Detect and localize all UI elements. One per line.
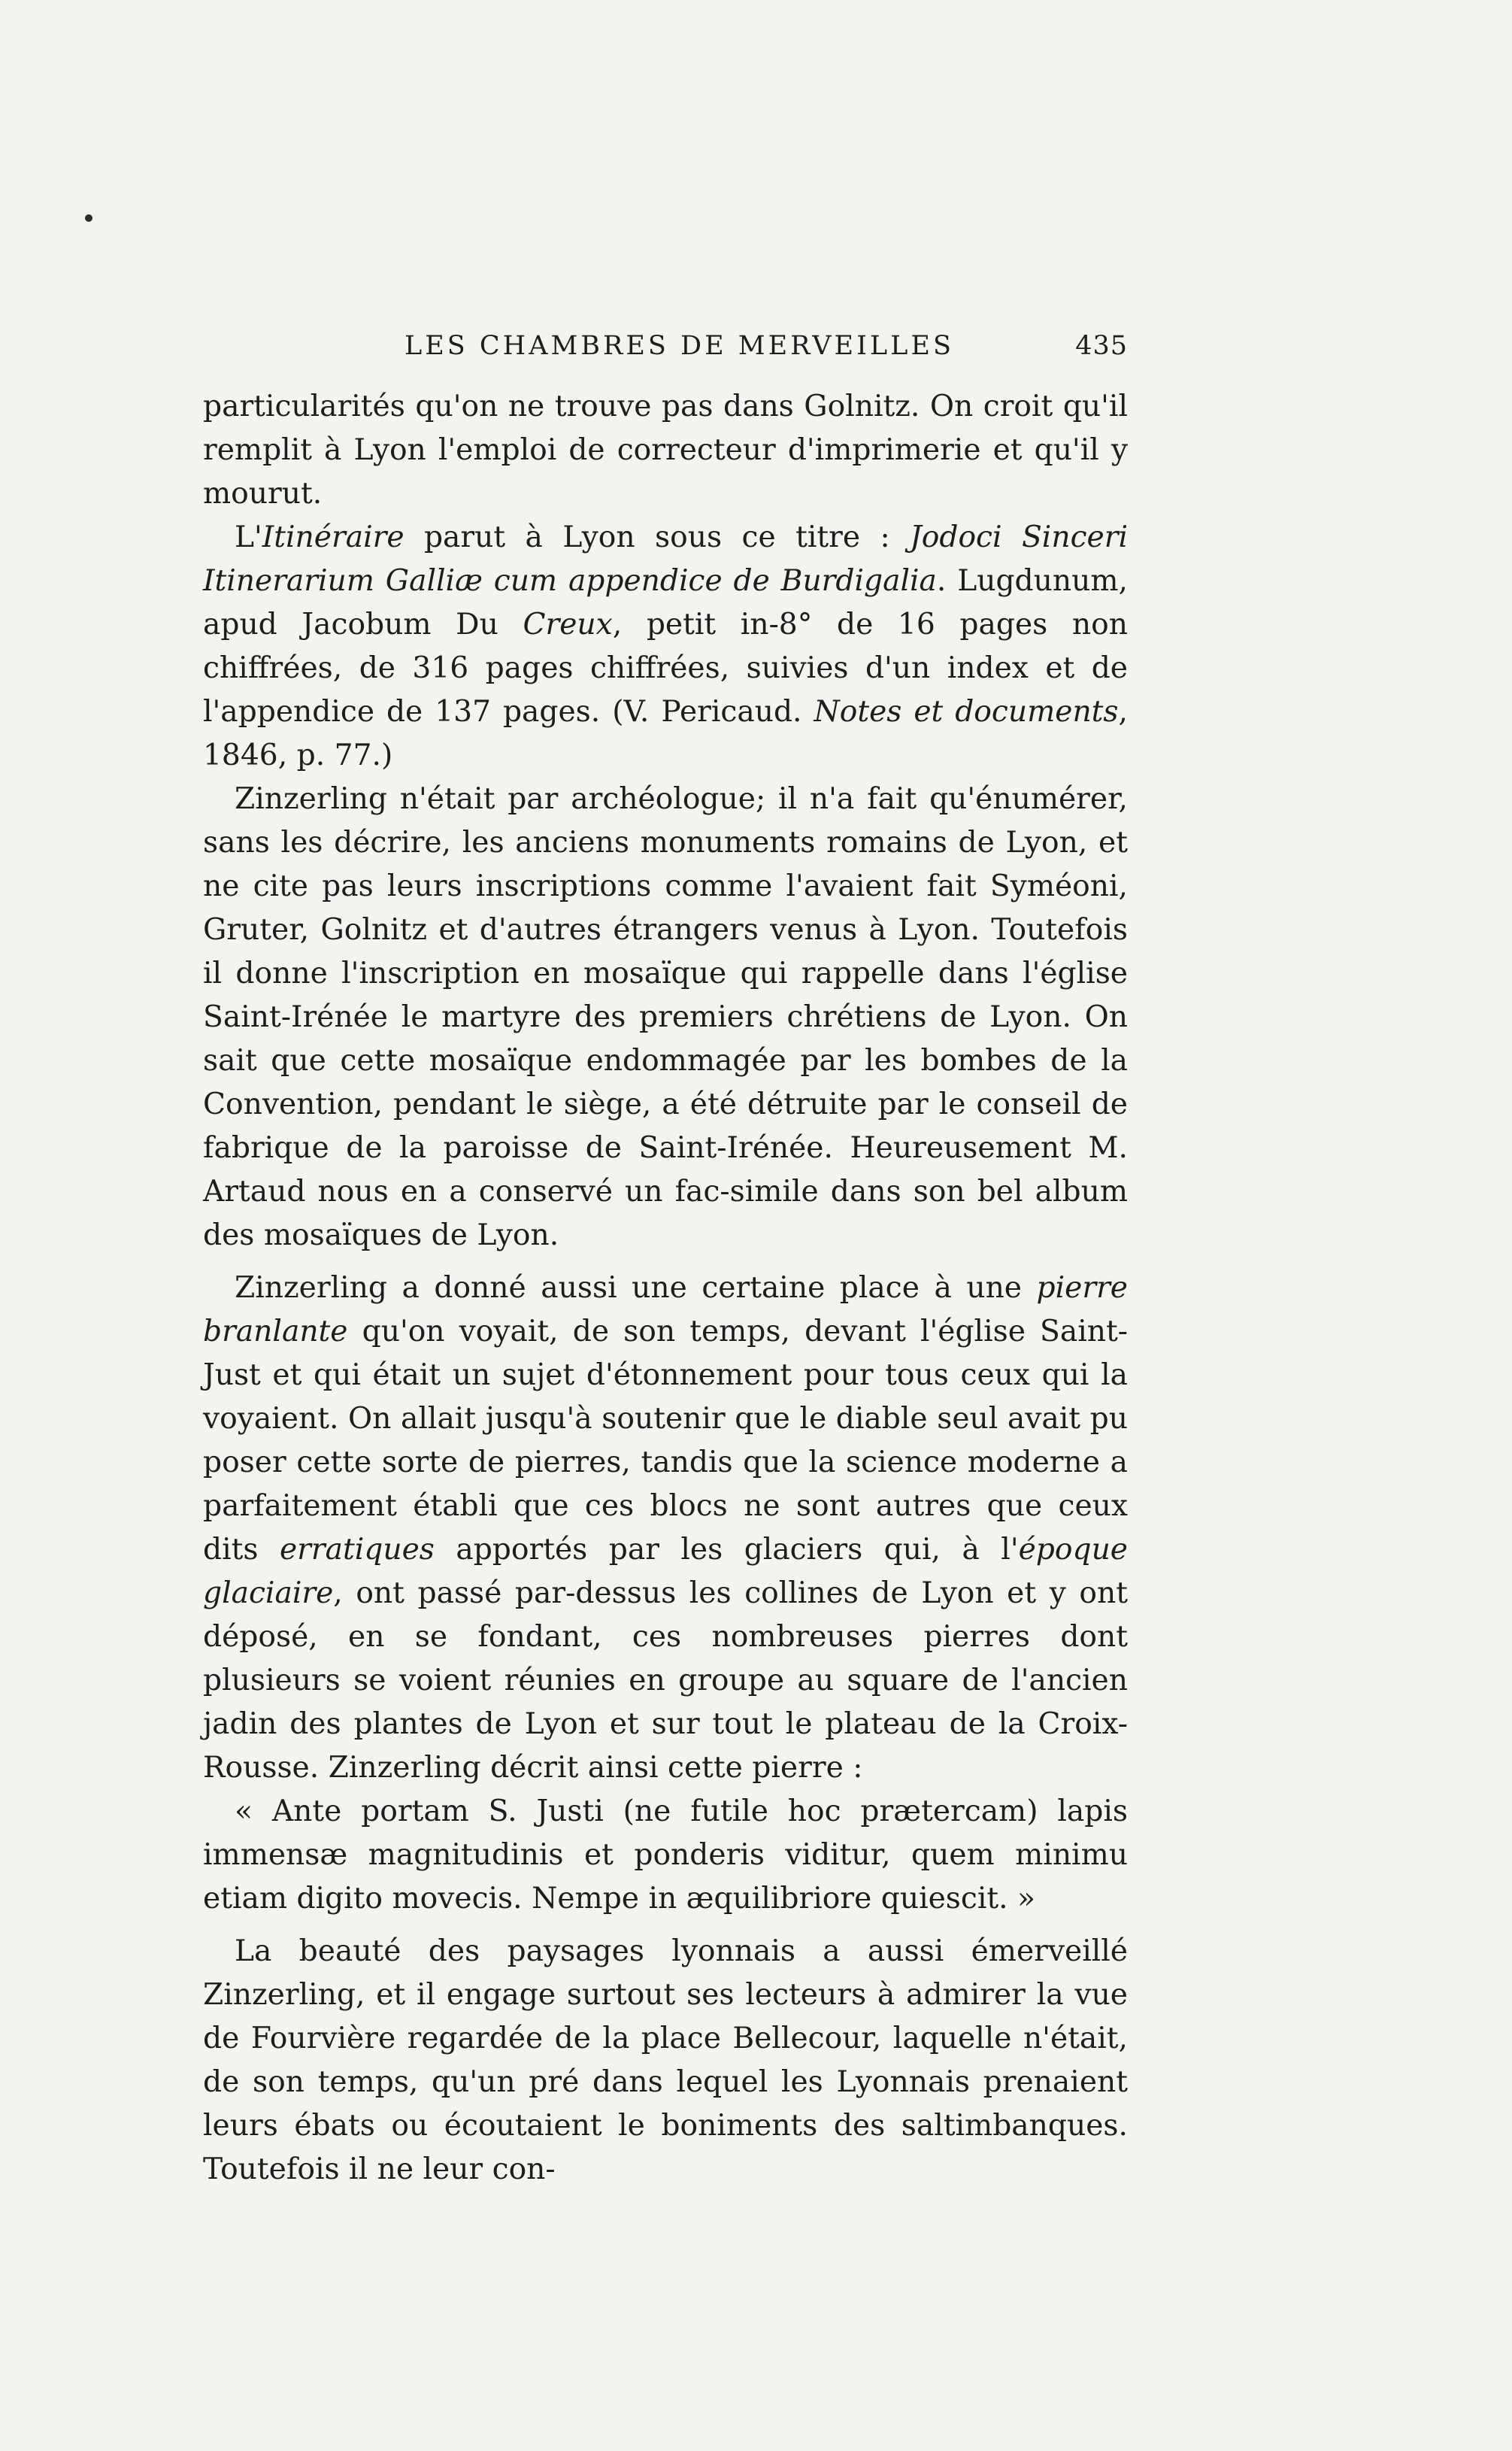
body-text [203,385,1128,2192]
ink-speck [85,214,92,222]
text-run: , petit in-8° de 16 pages non chiffrées, de 316 pages chiffrées, suivies d'un index et de l'appendice de 137 pages. (V. Pericaud. [203,608,1128,729]
italic-text: Itinéraire [262,520,405,554]
text-run: , ont passé par-dessus les collines de Lyon et y ont déposé, en se fondant, ces nombreuses pierres dont plusieurs se voient réunies en groupe au square de l'ancien jadin des plantes de Lyon et sur tout le plateau de la Croix-Rousse. Zinzerling décrit ainsi cette pierre : [203,1576,1128,1785]
paragraph [203,1266,1128,1790]
text-run: Zinzerling n'était par archéologue; il n'a fait qu'énumérer, sans les décrire, les anciens monuments romains de Lyon, et ne cite pas leurs inscriptions comme l'avaient fait Syméoni, Gruter, Golnitz et d'autres étrangers venus à Lyon. Toutefois il donne l'inscription en mosaïque qui rappelle dans l'église Saint-Irénée le martyre des premiers chrétiens de Lyon. On sait que cette mosaïque endommagée par les bombes de la Convention, pendant le siège, a été détruite par le conseil de fabrique de la paroisse de Saint-Irénée. Heureusement M. Artaud nous en a conservé un fac-simile dans son bel album des mosaïques de Lyon. [203,782,1128,1252]
paragraph [203,1790,1128,1921]
text-run: particularités qu'on ne trouve pas dans Golnitz. On croit qu'il remplit à Lyon l'emploi de correcteur d'imprimerie et qu'il y mourut. [203,390,1128,511]
text-run: apportés par les glaciers qui, à l' [434,1533,1019,1567]
paragraph [203,385,1128,516]
text-run: « Ante portam S. Justi (ne futile hoc prætercam) lapis immensæ magnitudinis et ponderis viditur, quem minimu etiam digito movecis. Nempe in æquilibriore quiescit. » [203,1794,1128,1916]
italic-text: Jodoci Sinceri Itinerarium Galliæ cum appendice de Burdigalia [203,520,1128,598]
paragraph [203,1930,1128,2192]
running-title: LES CHAMBRES DE MERVEILLES [405,331,954,361]
italic-text: Notes et documents [814,695,1119,729]
text-run: . Lugdunum, apud Jacobum Du [203,564,1128,642]
page-number: 435 [1075,331,1128,361]
italic-text: Creux [523,608,613,642]
paragraph [203,516,1128,778]
text-run: parut à Lyon sous ce titre : [404,520,911,554]
italic-text: époque glaciaire [203,1533,1128,1610]
page-header [203,331,1128,376]
text-run: qu'on voyait, de son temps, devant l'église Saint-Just et qui était un sujet d'étonnement pour tous ceux qui la voyaient. On allait jusqu'à soutenir que le diable seul avait pu poser cette sorte de pierres, tandis que la science moderne a parfaitement établi que ces blocs ne sont autres que ceux dits [203,1315,1128,1567]
text-run: , 1846, p. 77.) [203,695,1129,772]
text-run: Zinzerling a donné aussi une certaine place à une [235,1271,1037,1305]
italic-text: erratiques [279,1533,435,1567]
text-run: La beauté des paysages lyonnais a aussi émerveillé Zinzerling, et il engage surtout ses lecteurs à admirer la vue de Fourvière regardée de la place Bellecour, laquelle n'était, de son temps, qu'un pré dans lequel les Lyonnais prenaient leurs ébats ou écoutaient le boniments des saltimbanques. Toutefois il ne leur con- [203,1934,1128,2186]
text-run: L' [235,520,262,554]
paragraph [203,778,1128,1257]
italic-text: pierre branlante [203,1271,1128,1348]
